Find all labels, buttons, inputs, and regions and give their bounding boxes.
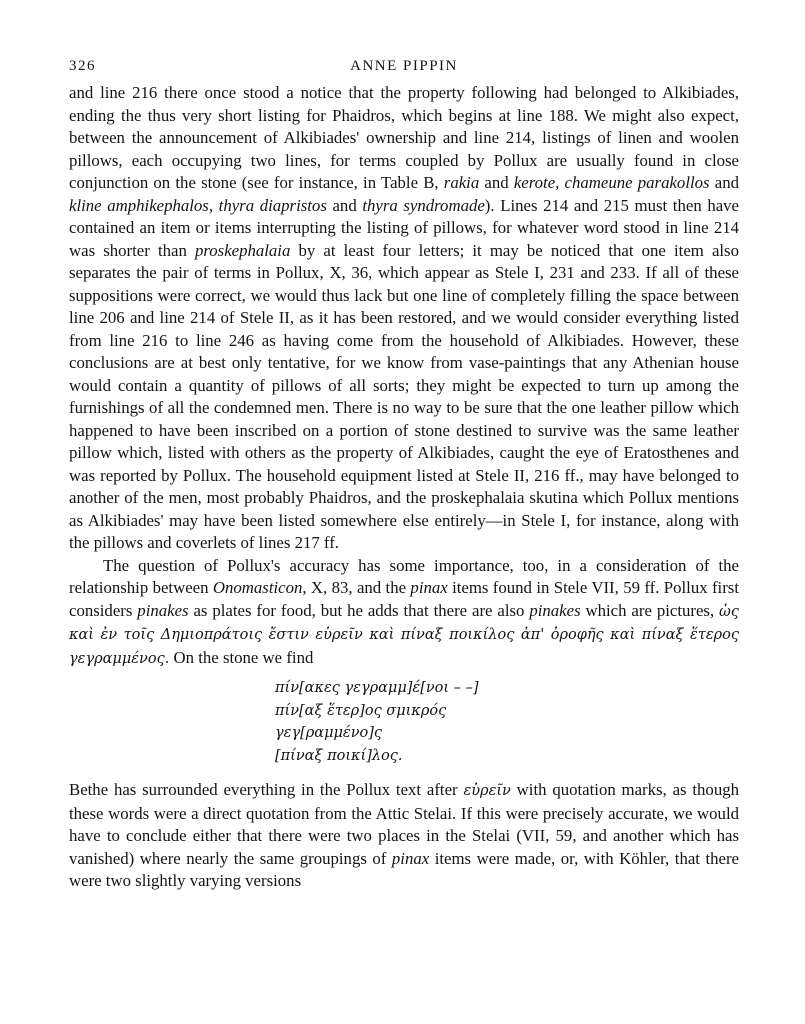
paragraph-bethe-quotation bbox=[69, 779, 739, 893]
term-proskephalaia: proskephalaia bbox=[194, 240, 291, 260]
term-pinax: pinax bbox=[410, 578, 448, 597]
text-span: which are pictures, bbox=[580, 600, 720, 620]
text-span: and bbox=[709, 173, 739, 192]
text-span: Bethe has surrounded everything in the Pollux text after bbox=[69, 780, 464, 799]
text-span: by at least four letters; it may be noticed that one item also separates the pair of terms in Pollux, X, 36, which appear as Stele I, 231 and 233. If all of these suppositions were correct, we would thus lack but one line of completely filling the space between line 206 and line 214 of Stele II, as it has been restored, and we would consider everything listed from line 216 to line 246 as having come from the household of Alkibiades. However, these conclusions are at best only tentative, for we know from vase-paintings that any Athenian house would contain a quantity of pillows of all sorts; they might be expected to turn up among the furnishings of all the condemned men. There is no way to be sure that the one leather pillow which happened to have been inscribed on a portion of stone destined to survive was the same leather pillow which, listed with others as the property of Alkibiades, caught the eye of Eratosthenes and was reported by Pollux. The household equipment listed at Stele II, 216 ff., may have belonged to another of the men, most probably Phaidros, and the proskephalaia skutina which Pollux mentions as Alkibiades' may have been listed somewhere else entirely—in Stele I, for instance, along with the pillows and coverlets of lines 217 ff. bbox=[69, 240, 739, 552]
term-pinax: pinax bbox=[391, 848, 430, 868]
page bbox=[69, 58, 739, 893]
text-span: and line 216 there once stood a notice that the property following had belonged to Alkibiades, ending the thus very short listing for Phaidros, which begins at line 188. We might also expect, between the announcement of Alkibiades' ownership and line 214, listings of linen and woolen pillows, each occupying two lines, for terms coupled by Pollux are usually found in close conjunction on the stone (see for instance, in Table B, bbox=[69, 83, 739, 192]
text-span: On the stone we find bbox=[169, 647, 314, 667]
term-pinakes: pinakes bbox=[529, 600, 581, 620]
running-head: ANNE PIPPIN bbox=[350, 58, 458, 74]
text-span: and bbox=[326, 195, 363, 215]
term-kline-amphikephalos: kline amphikephalos, thyra diapristos bbox=[69, 195, 327, 215]
text-span: , X, 83, and the bbox=[302, 578, 411, 597]
paragraph-pollux-accuracy bbox=[69, 555, 739, 671]
title-onomasticon: Onomasticon bbox=[212, 578, 303, 597]
text-span: items found in Stele VII, 59 ff. Pollux first considers bbox=[69, 578, 740, 620]
page-number: 326 bbox=[69, 58, 96, 74]
text-span: with quotation marks, as though these words were a direct quotation from the Attic Stelai. If this were precisely accurate, we would have to conclude either that there were two places in the Stelai (VII, 59, and another which has vanished) where nearly the same groupings of bbox=[69, 780, 739, 868]
text-span: The question of Pollux's accuracy has some importance, too, in a consideration of the relationship between bbox=[69, 555, 739, 597]
term-kerote: kerote, chameune parakollos bbox=[513, 173, 710, 192]
inscription-line: πίν[ακες γεγραμμ]έ[νοι – –] bbox=[275, 680, 479, 696]
paragraph-alkibiades-pillows bbox=[69, 82, 739, 555]
stone-inscription bbox=[275, 677, 739, 767]
inscription-line: γεγ[ραμμένο]ς bbox=[275, 725, 383, 741]
text-span: as plates for food, but he adds that there are also bbox=[188, 600, 530, 620]
term-thyra-syndromade: thyra syndromade bbox=[362, 195, 485, 215]
greek-quotation: ὡς καὶ ἐν τοῖς Δημιοπράτοις ἔστιν εὑρεῖν καὶ πίναξ ποικίλος ἀπ' ὀροφῆς καὶ πίναξ ἕτερος γεγραμμένος. bbox=[69, 603, 739, 667]
text-span: and bbox=[479, 173, 514, 192]
inscription-line: πίν[αξ ἕτερ]ος σμικρός bbox=[275, 702, 447, 719]
page-header bbox=[69, 58, 739, 82]
text-span: ). Lines 214 and 215 must then have contained an item or items interrupting the listing of pillows, for whatever word stood in line 214 was shorter than bbox=[69, 195, 740, 260]
term-pinakes: pinakes bbox=[137, 600, 189, 620]
greek-word: εὑρεῖν bbox=[463, 783, 511, 799]
term-rakia: rakia bbox=[443, 173, 480, 192]
text-span: items were made, or, with Köhler, that there were two slightly varying versions bbox=[69, 848, 739, 890]
inscription-line: [πίναξ ποικί]λος. bbox=[275, 747, 403, 764]
